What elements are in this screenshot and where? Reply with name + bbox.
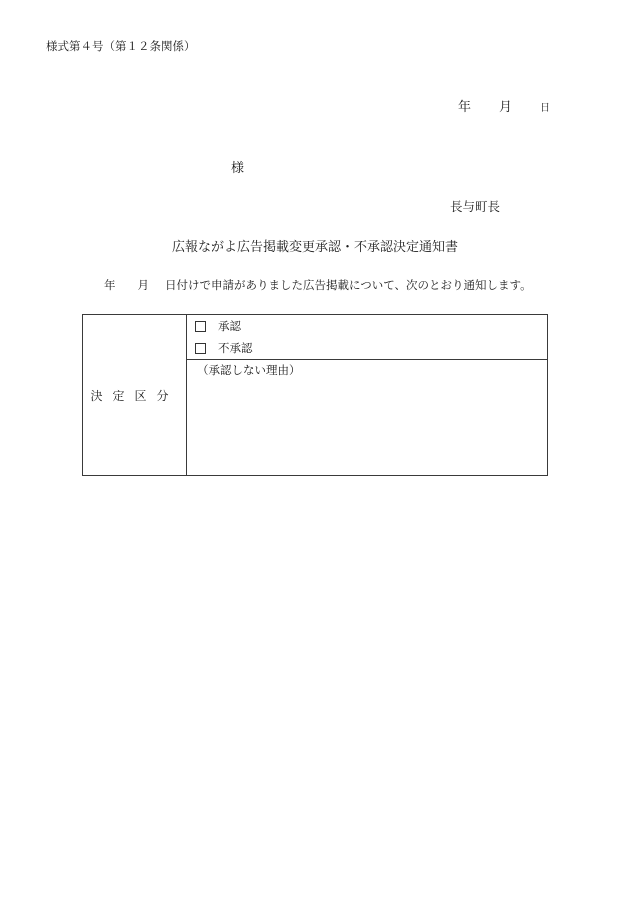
reason-cell — [187, 360, 548, 476]
notice-body — [104, 277, 532, 293]
issuer: 長与町長 — [449, 199, 500, 214]
date-day-label: 日 — [540, 103, 550, 114]
body-month-label: 月 — [137, 278, 149, 292]
reason-heading: （承認しない理由） — [197, 363, 301, 377]
option-approve — [187, 315, 547, 337]
option-reject — [187, 337, 547, 359]
date-year-label: 年 — [457, 100, 471, 115]
body-year-label: 年 — [104, 278, 116, 292]
decision-table — [82, 314, 548, 476]
decision-options — [187, 315, 548, 360]
form-number: 様式第４号（第１２条関係） — [46, 39, 196, 53]
date-month-label: 月 — [498, 100, 512, 115]
option-reject-label: 不承認 — [218, 341, 253, 355]
option-approve-label: 承認 — [218, 319, 241, 333]
reject-checkbox[interactable] — [195, 343, 206, 354]
decision-label: 決定区分 — [83, 315, 187, 476]
document-title: 広報ながよ広告掲載変更承認・不承認決定通知書 — [171, 240, 458, 255]
date-line — [458, 96, 550, 115]
body-text: 日付けで申請がありました広告掲載について、次のとおり通知します。 — [165, 278, 532, 292]
approve-checkbox[interactable] — [195, 321, 206, 332]
recipient-suffix: 様 — [231, 161, 245, 176]
